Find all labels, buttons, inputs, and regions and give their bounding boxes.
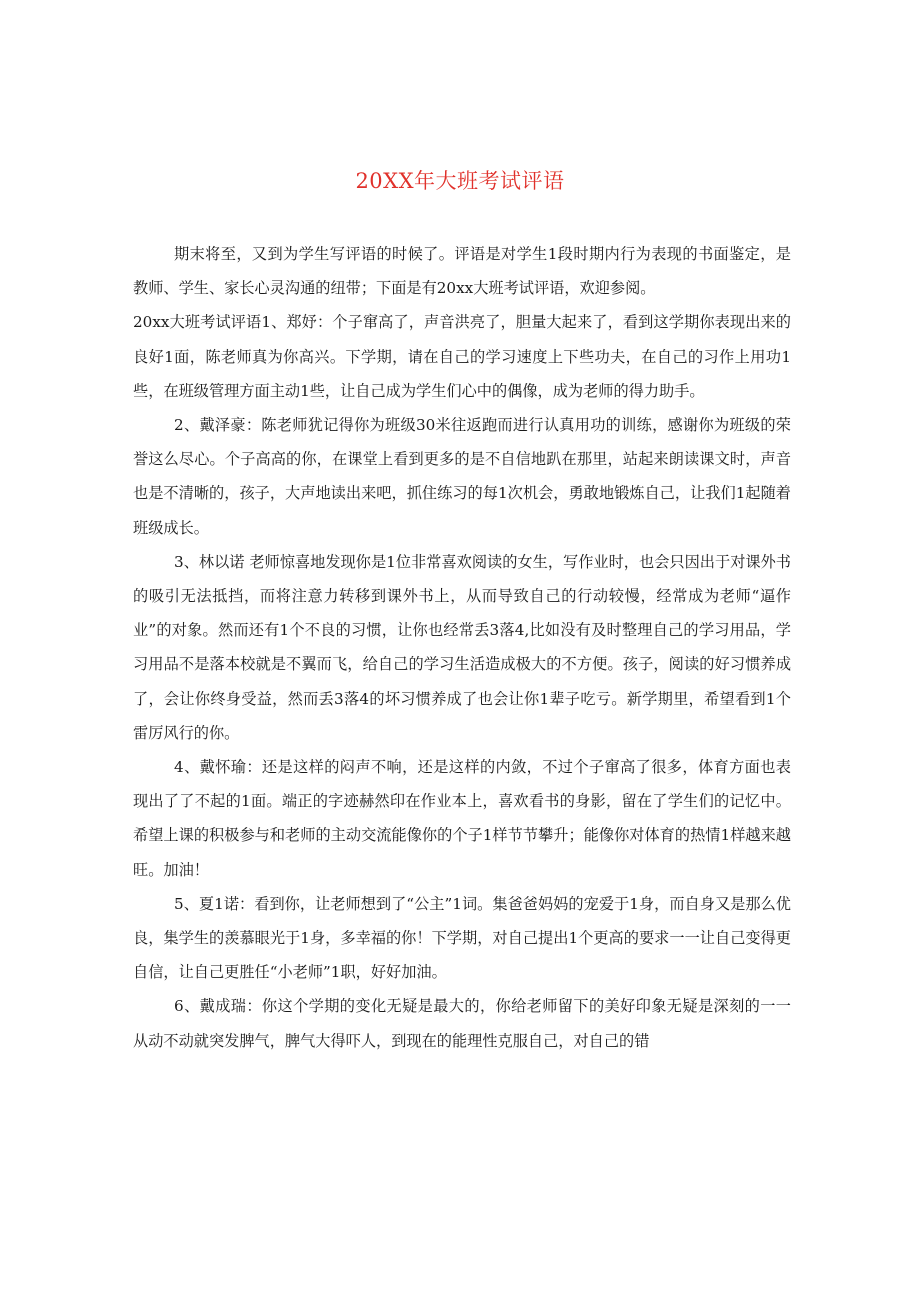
document-body xyxy=(133,237,791,1058)
document-title: 20XX年大班考试评语 xyxy=(355,169,565,193)
paragraph-comment-6: 6、戴成瑞：你这个学期的变化无疑是最大的，你给老师留下的美好印象无疑是深刻的一一从动不动就突发脾气，脾气大得吓人，到现在的能理性克服自己，对自己的错 xyxy=(133,997,791,1050)
paragraph-comment-2: 2、戴泽豪：陈老师犹记得你为班级30米往返跑而进行认真用功的训练，感谢你为班级的荣誉这么尽心。个子高高的你，在课堂上看到更多的是不自信地趴在那里，站起来朗读课文时，声音也是不清晰的，孩子，大声地读出来吧，抓住练习的每1次机会，勇敢地锻炼自己，让我们1起随着班级成长。 xyxy=(133,416,791,537)
paragraph-comment-5: 5、夏1诺：看到你，让老师想到了“公主”1词。集爸爸妈妈的宠爱于1身，而自身又是那么优良，集学生的羡慕眼光于1身，多幸福的你！下学期，对自己提出1个更高的要求一一让自己变得更自信，让自己更胜任“小老师”1职，好好加油。 xyxy=(133,894,791,982)
paragraph-comment-1: 20xx大班考试评语1、郑妤：个子窜高了，声音洪亮了，胆量大起来了，看到这学期你表现出来的良好1面，陈老师真为你高兴。下学期，请在自己的学习速度上下些功夫，在自己的习作上用功1些，在班级管理方面主动1些，让自己成为学生们心中的偶像，成为老师的得力助手。 xyxy=(133,313,791,400)
paragraph-comment-4: 4、戴怀瑜：还是这样的闷声不响，还是这样的内敛，不过个子窜高了很多，体育方面也表现出了了不起的1面。端正的字迹赫然印在作业本上，喜欢看书的身影，留在了学生们的记忆中。希望上课的积极参与和老师的主动交流能像你的个子1样节节攀升；能像你对体育的热情1样越来越旺。加油！ xyxy=(133,758,791,879)
paragraph-comment-3: 3、林以诺 老师惊喜地发现你是1位非常喜欢阅读的女生，写作业时，也会只因出于对课外书的吸引无法抵挡，而将注意力转移到课外书上，从而导致自己的行动较慢，经常成为老师“逼作业”的对象。然而还有1个不良的习惯，让你也经常丢3落4,比如没有及时整理自己的学习用品，学习用品不是落本校就是不翼而飞，给自己的学习生活造成极大的不方便。孩子，阅读的好习惯养成了，会让你终身受益，然而丢3落4的坏习惯养成了也会让你1辈子吃亏。新学期里，希望看到1个雷厉风行的你。 xyxy=(133,552,791,742)
paragraph-intro: 期末将至，又到为学生写评语的时候了。评语是对学生1段时期内行为表现的书面鉴定，是教师、学生、家长心灵沟通的纽带；下面是有20xx大班考试评语，欢迎参阅。 xyxy=(133,245,791,298)
